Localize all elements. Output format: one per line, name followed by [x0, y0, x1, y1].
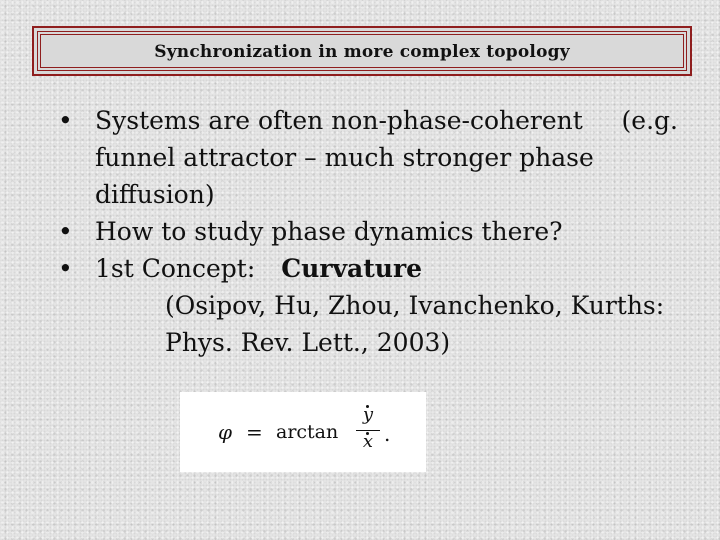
formula-function: arctan: [276, 421, 339, 443]
citation-text: Phys. Rev. Lett., 2003): [165, 328, 451, 357]
bullet-text: funnel attractor – much stronger phase: [95, 143, 594, 172]
bullet-item-phase-dynamics: [58, 213, 708, 250]
formula-period: .: [384, 422, 391, 446]
bullet-text: How to study phase dynamics there?: [95, 217, 563, 246]
bullet-item-curvature: [58, 250, 708, 361]
bullet-marker: •: [58, 254, 73, 283]
concept-label: 1st Concept:: [95, 254, 256, 283]
bullet-line: [95, 102, 708, 139]
formula-fraction: [356, 404, 380, 458]
concept-term: Curvature: [281, 254, 423, 283]
bullet-item-systems: [58, 102, 708, 213]
bullet-marker: •: [58, 217, 73, 246]
bullet-text: Systems are often non-phase-coherent: [95, 106, 583, 135]
formula-numerator: y: [362, 404, 374, 425]
formula-denominator: x: [362, 431, 374, 452]
bullet-list: [58, 102, 708, 361]
formula-equals: =: [246, 420, 263, 444]
bullet-text-aside: (e.g.: [621, 106, 678, 135]
slide-title-box: [32, 26, 692, 76]
bullet-line: [95, 250, 708, 287]
formula-lhs: φ: [218, 420, 233, 444]
bullet-marker: •: [58, 106, 73, 135]
phase-formula-image: [180, 392, 426, 472]
bullet-text: diffusion): [95, 180, 215, 209]
citation-text: (Osipov, Hu, Zhou, Ivanchenko, Kurths:: [165, 291, 665, 320]
slide-title: Synchronization in more complex topology: [154, 42, 570, 62]
